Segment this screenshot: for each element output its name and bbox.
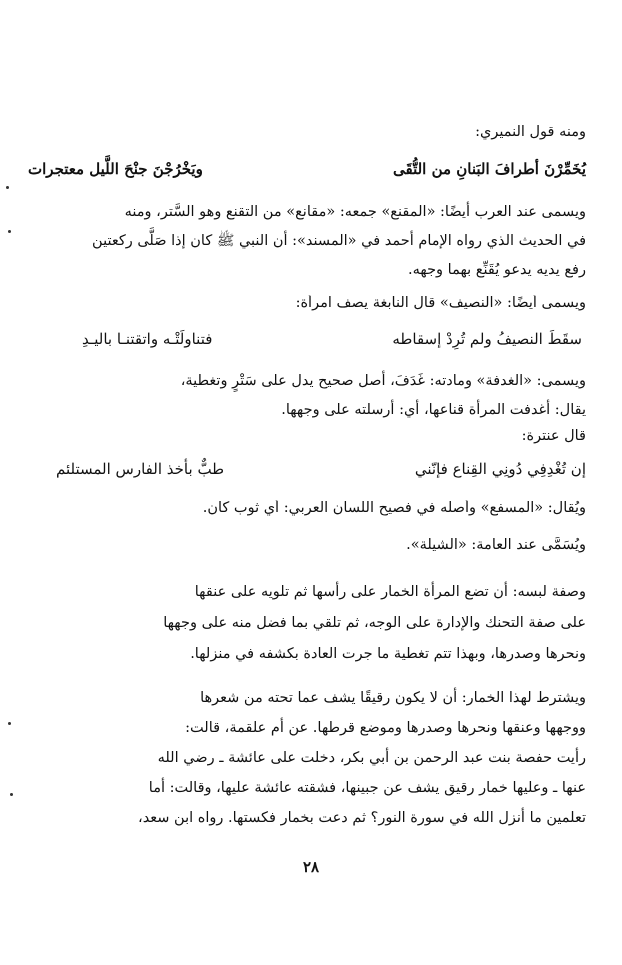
paragraph-line: ويشترط لهذا الخمار: أن لا يكون رقيقًا يشف عما تحته من شعرها — [200, 690, 586, 706]
scan-speck — [10, 793, 13, 796]
paragraph-how-to-wear — [28, 577, 586, 670]
paragraph-conditions — [28, 683, 586, 833]
scan-speck — [8, 722, 11, 725]
paragraph-musfa: ويُقال: «المسفع» وأصله في فصيح اللسان العربي: أي ثوب كان. — [202, 500, 586, 516]
paragraph-line: رأيت حفصة بنت عبد الرحمن بن أبي بكر، دخلت على عائشة ـ رضي الله — [157, 750, 586, 766]
verse-1-first-hemistich: يُخَمِّرْنَ أطرافَ البَنانِ من التُّقَى — [393, 160, 586, 178]
page-number: ٢٨ — [302, 858, 320, 876]
verse-1-second-hemistich: ويَخْرُجْنَ جنْحَ اللَّيل معتجرات — [28, 160, 203, 178]
paragraph-ghadfa — [28, 367, 586, 425]
scan-speck — [8, 230, 11, 233]
paragraph-line: عنها ـ وعليها خمار رقيق يشف عن جبينها، فشقته عائشة عليها، وقالت: أما — [148, 780, 586, 796]
paragraph-line: في الحديث الذي رواه الإمام أحمد في «المسند»: أن النبي ﷺ كان إذا صَلَّى ركعتين — [92, 233, 586, 249]
intro-line: ومنه قول النميري: — [475, 124, 586, 140]
paragraph-muqanna — [28, 198, 586, 285]
verse-1 — [28, 160, 586, 178]
verse-2 — [82, 330, 582, 348]
paragraph-line: على صفة التحنك والإدارة على الوجه، ثم تلقي بما فضل منه على وجهها — [163, 615, 586, 631]
verse-3 — [56, 460, 586, 478]
paragraph-line: يقال: أغدفت المرأة قناعها، أي: أرسلته على وجهها. — [281, 402, 586, 418]
paragraph-line: تعلمين ما أنزل الله في سورة النور؟ ثم دعت بخمار فكستها. رواه ابن سعد، — [138, 810, 586, 826]
scan-speck — [6, 186, 9, 189]
verse-3-first-hemistich: إن تُغْدِفِي دُونِي القِناع فإنّني — [414, 460, 586, 478]
verse-2-second-hemistich: فتناولَتْـه واتقتنـا باليـدِ — [82, 330, 213, 348]
paragraph-line: ويسمى: «الغدفة» ومادته: غَدَفَ، أصل صحيح يدل على سَتْرٍ وتغطية، — [180, 373, 586, 389]
paragraph-line: وصفة لبسه: أن تضع المرأة الخمار على رأسها ثم تلويه على عنقها — [194, 584, 586, 600]
paragraph-line: رفع يديه يدعو يُقَنِّع بهما وجهه. — [408, 262, 586, 278]
verse-3-second-hemistich: طبٌّ بأخذ الفارس المستلئم — [56, 460, 225, 478]
verse-2-first-hemistich: سقَطَ النصيفُ ولم تُرِدْ إسقاطه — [392, 330, 582, 348]
paragraph-shayla: ويُسَمَّى عند العامة: «الشيلة». — [406, 537, 586, 553]
paragraph-nasif: ويسمى أيضًا: «النصيف» قال النابغة يصف امرأة: — [295, 295, 586, 311]
paragraph-line: ويسمى عند العرب أيضًا: «المقنع» جمعه: «مقانع» من التقنع وهو السَّتر، ومنه — [124, 204, 586, 220]
paragraph-line: ونحرها وصدرها، وبهذا تتم تغطية ما جرت العادة بكشفه في منزلها. — [190, 646, 586, 662]
paragraph-antara: قال عنترة: — [521, 428, 586, 444]
paragraph-line: ووجهها وعنقها ونحرها وصدرها وموضع قرطها. عن أم علقمة، قالت: — [185, 720, 586, 736]
